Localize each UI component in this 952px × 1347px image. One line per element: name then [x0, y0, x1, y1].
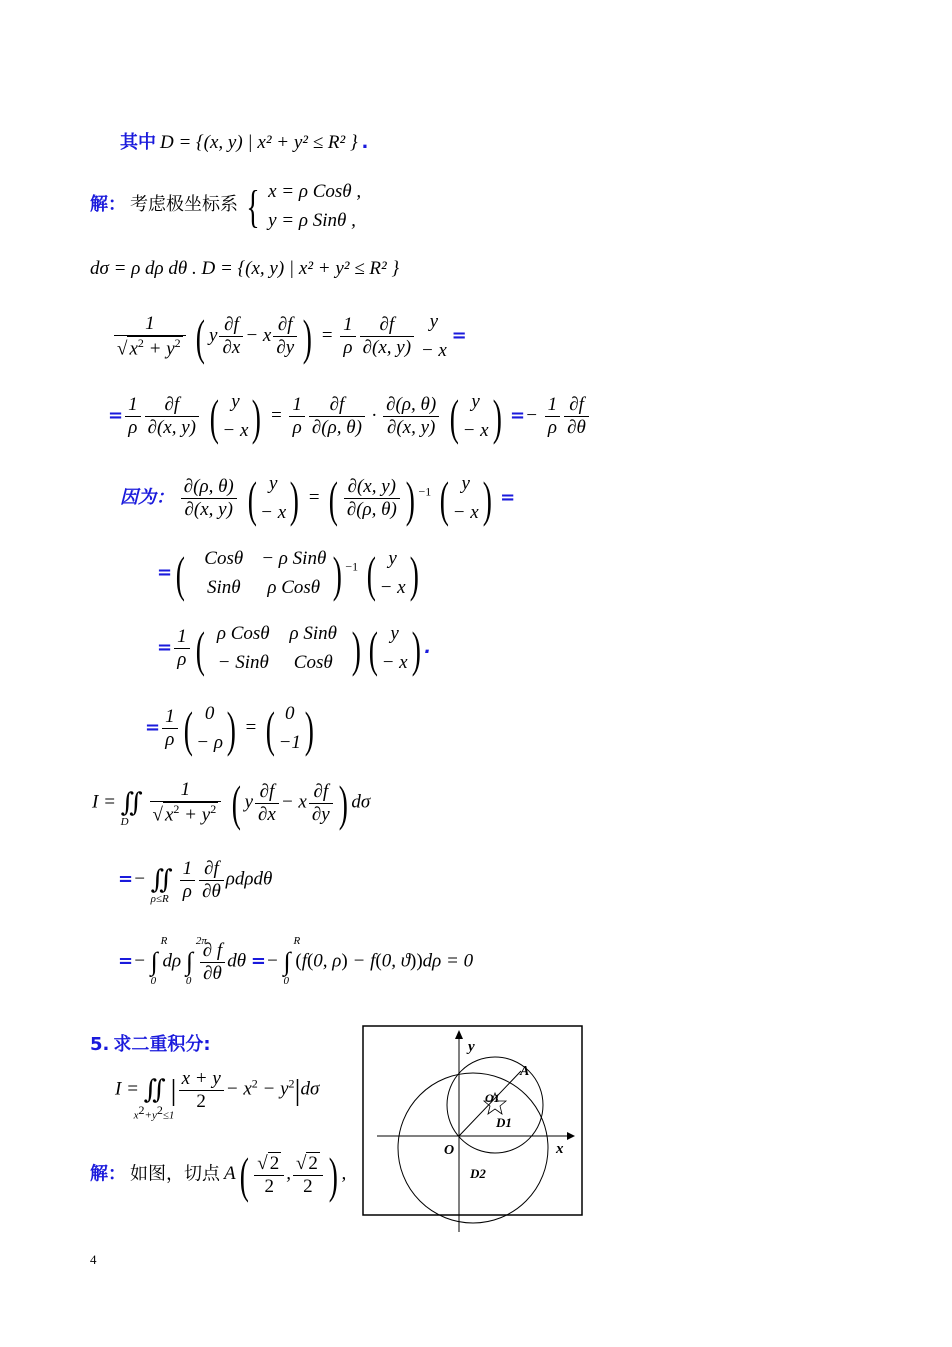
- expression-line-1: $\frac{1}{√ x^2 + y^2}$ ( y $\frac{\partial f}{\partial x}$ − x $\frac{\partial f}{\partial y}$ ) = $\frac{1}{\rho}$ $\frac{\partial f}{\partial(x, y)}$ y − x =: [112, 308, 467, 365]
- circle-figure: [362, 1025, 584, 1235]
- label-O1: O1: [485, 1091, 500, 1105]
- integral-I-line: I = ∬ D $\frac{1}{√ x^2 + y^2}$ ( y $\frac{\partial f}{\partial x}$ − x $\frac{\partial f}{\partial y}$ ) dσ: [92, 775, 371, 831]
- label-x: x: [556, 1141, 564, 1157]
- x-axis-arrow: [567, 1132, 575, 1140]
- integral-polar-line: =− ∬ ρ≤R $\frac{1}{\rho}$ $\frac{\partial f}{\partial\theta}$ ρdρdθ: [118, 858, 273, 906]
- expression-line-2: = $\frac{1}{\rho}$ $\frac{\partial f}{\partial(x, y)}$ ( y − x ) = $\frac{1}{\rho}$ $\frac{\partial f}{\partial(\rho, \theta)}$ · $\frac{\partial(\rho, \theta)}{\partial(x, y)}$ ( y − x ) =− $\frac{1}{\rho}$ $\frac{\partial f}{\partial\theta}$: [108, 388, 591, 445]
- matrix-line-1: =( Cosθ − ρ Sinθ Sinθ ρ Cosθ ) $^{-1}$ ( y − x ): [157, 545, 419, 602]
- problem-5-heading: [90, 1030, 211, 1056]
- solution-label: 解: [90, 194, 108, 216]
- domain-equation: D = {(x, y) | x² + y² ≤ R² }: [160, 132, 358, 153]
- polar-system: [268, 178, 361, 235]
- tangent-point-text: 如图，切点: [130, 1163, 220, 1184]
- integral-final-line: =− ∫ R 0 dρ ∫ 2π 0 $\frac{\partial f}{\partial\theta}$ dθ =− ∫ R 0 (f(0, ρ) − f(0, ϑ))dρ = 0: [118, 935, 474, 988]
- y-axis-arrow: [455, 1030, 463, 1039]
- label-D2: D2: [470, 1166, 486, 1181]
- solution-5-label: 解: [90, 1163, 108, 1185]
- because-label: 因为：: [120, 486, 174, 508]
- solution-5-colon: ：: [108, 1163, 126, 1185]
- problem-title: 求二重积分:: [113, 1034, 211, 1055]
- label-y: y: [468, 1039, 475, 1055]
- label-A: A: [520, 1064, 530, 1079]
- matrix-line-2: = $\frac{1}{\rho}$ ( ρ Cosθ ρ Sinθ − Sinθ Cosθ ) ( y − x ) .: [157, 620, 432, 677]
- problem-number: 5.: [90, 1034, 110, 1055]
- solution-colon: ：: [108, 194, 126, 216]
- polar-y: y = ρ Sinθ ,: [268, 209, 356, 231]
- polar-x: x = ρ Cosθ ,: [268, 181, 362, 202]
- system-brace: {: [246, 181, 260, 232]
- domain-end-dot: .: [361, 132, 369, 153]
- page-number: 4: [90, 1252, 97, 1267]
- domain-definition-line: [120, 128, 368, 154]
- area-element-line: dσ = ρ dρ dθ . D = {(x, y) | x² + y² ≤ R² }: [90, 258, 400, 279]
- polar-coord-text: 考虑极坐标系: [130, 194, 238, 215]
- problem-5-integral: I = ∬ $x^2+y^2\le 1$ | $\frac{x + y}{2}$ − $x^2 - y^2|d\sigma$: [115, 1068, 320, 1122]
- label-D1: D1: [496, 1115, 512, 1130]
- vector-result-line: = $\frac{1}{\rho}$ ( 0 − ρ ) = ( 0 −1 ): [145, 700, 314, 757]
- solution-5-line: 解： 如图，切点 A( $\frac{√ 2}{2}$ , $\frac{√ 2}{2}$ ) ,: [90, 1147, 347, 1203]
- qizhong-label: 其中: [120, 132, 156, 153]
- solution-intro-line: [90, 178, 361, 235]
- because-line: 因为： $\frac{\partial(\rho, \theta)}{\partial(x, y)}$ ( y − x ) = ( $\frac{\partial(x, y)}{\partial(\rho, \theta)}$ ) $^{-1}$ ( y − x ) =: [120, 470, 516, 527]
- label-O: O: [444, 1143, 455, 1158]
